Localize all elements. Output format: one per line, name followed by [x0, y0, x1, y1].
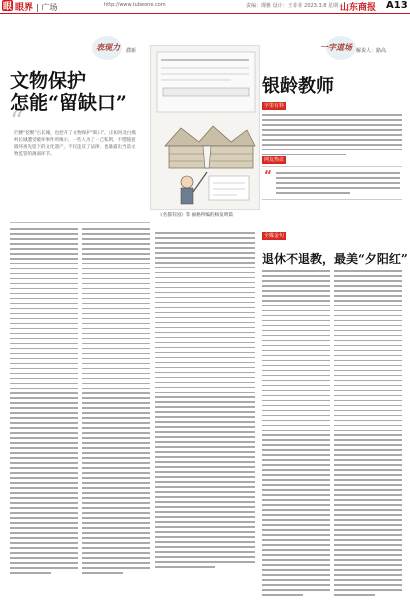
logo-char: 眼 — [3, 2, 13, 12]
column-label-left: 濮新 — [126, 48, 137, 54]
body-text-col1 — [10, 228, 78, 577]
quote-icon-red: “ — [264, 168, 272, 182]
body-text-right-col2 — [334, 270, 402, 599]
article-title-right: 银龄教师 — [262, 76, 334, 97]
tag-quanmeijinju: 全媒金句 — [264, 233, 285, 239]
header-rule — [0, 13, 410, 14]
title-line-2: 怎能“留缺口” — [10, 92, 127, 114]
date-info: 责编：璨雅 设计：王菲菲 2023.3.8 星期三 — [246, 3, 344, 9]
tag-ziliyouliao: 字里有料 — [264, 103, 285, 109]
section-logo — [2, 0, 13, 11]
section-name: 眼界 — [15, 3, 34, 13]
column-label-right: 解说人：路高 — [356, 48, 387, 54]
body-text-right-col1 — [262, 270, 330, 599]
net-comments-text — [276, 172, 400, 197]
section-title: 眼界 | 广场 — [15, 3, 58, 13]
paper-name: 山东商报 — [340, 3, 377, 13]
title-line-1: 文物保护 — [10, 70, 87, 92]
article-subtitle-right: 退休不退教，最美“夕阳红” — [262, 252, 408, 266]
badge-biaoxianli: 表现力 — [96, 42, 120, 52]
page-header — [0, 0, 410, 13]
body-text-col3 — [155, 232, 255, 571]
page-number: A13 — [386, 0, 408, 11]
quote-icon: “ — [10, 107, 24, 137]
body-text-col2 — [82, 228, 150, 577]
tag-wangyourereyi: 网友热议 — [264, 157, 285, 163]
zi-li-you-liao-text — [262, 114, 402, 159]
lead-divider — [10, 222, 150, 223]
newspaper-cartoon — [150, 45, 260, 210]
cartoon-illustration — [151, 46, 261, 211]
site-url: http://www.tubeone.com — [104, 2, 166, 8]
article-lead: 拦腰“挖断”古长城，也挖开了文物保护“缺口”。正如河北白熊岭长城遭受破坏事件所揭示，一些人为了一己私利，不惜随意毁坏祖先留下的文化遗产，不仅违反了法律，也暴露出当前文物监管的薄弱环节。 — [14, 131, 136, 157]
cartoon-caption: 《名都有园》等 福格所编的杨发明篇 — [158, 213, 233, 218]
subsection-name: 广场 — [41, 3, 58, 12]
badge-yizidaochang: 一字道场 — [320, 42, 352, 52]
article-title-left — [10, 70, 127, 114]
